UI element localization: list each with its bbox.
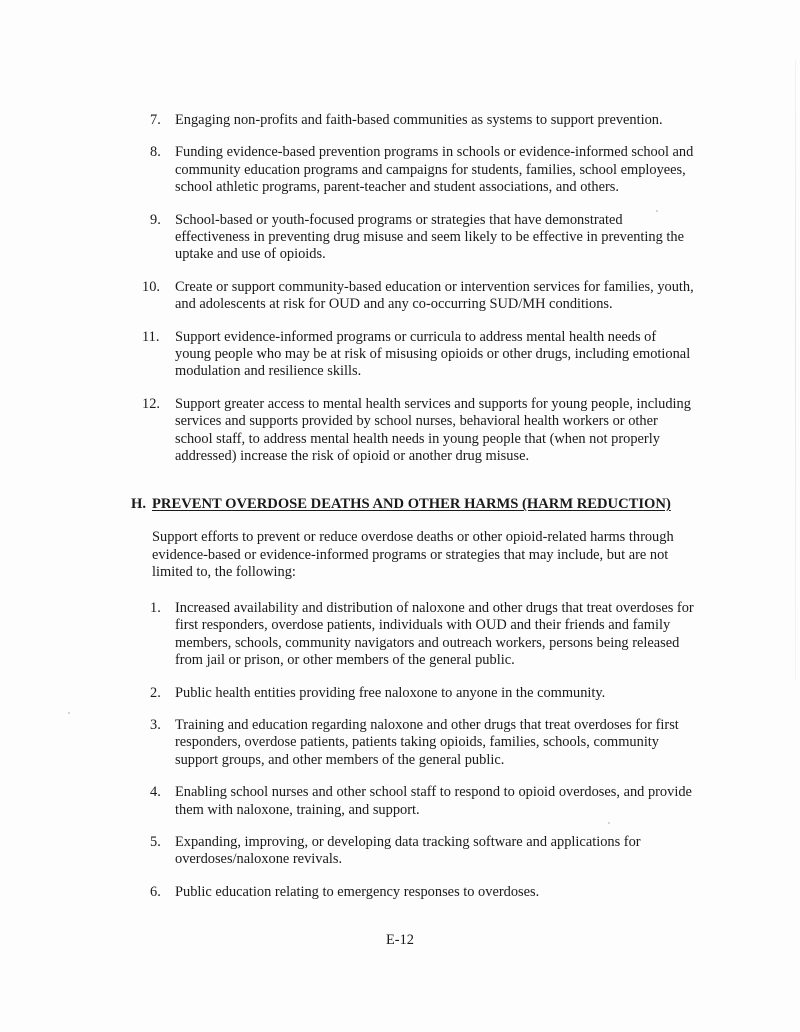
section-intro: Support efforts to prevent or reduce overdose deaths or other opioid-related harms through evidence-based or evidence-informed programs or strategies that may include, but are not limited to, the following:	[152, 529, 674, 581]
item-text: Support greater access to mental health services and supports for young people, including services and supports provided by school nurses, behavioral health workers or other school staff, to address mental health needs in young people that (when not properly addressed) increase the risk of opioid or another drug misuse.	[175, 395, 691, 465]
item-number: 1.	[150, 600, 161, 616]
item-number: 9.	[150, 211, 161, 228]
item-number: 5.	[150, 834, 161, 851]
item-text: Funding evidence-based prevention programs in schools or evidence-informed school and community education programs and campaigns for students, families, school employees, school athletic programs, parent-teacher and student associations, and others.	[175, 144, 694, 196]
list-item	[150, 144, 695, 196]
section-heading	[131, 496, 671, 513]
item-number: 7.	[150, 112, 161, 128]
harm-reduction-list	[150, 600, 695, 916]
section-title: PREVENT OVERDOSE DEATHS AND OTHER HARMS (HARM REDUCTION)	[152, 496, 671, 512]
list-item	[142, 328, 695, 381]
item-text: Engaging non-profits and faith-based communities as systems to support prevention.	[175, 112, 663, 128]
item-number: 12.	[142, 395, 160, 412]
item-number: 6.	[150, 883, 161, 900]
scan-edge	[795, 60, 796, 680]
item-text: Training and education regarding naloxone and other drugs that treat overdoses for first responders, overdose patients, patients taking opioids, families, schools, community support groups, and other members of the general public.	[175, 717, 679, 768]
item-number: 8.	[150, 144, 161, 161]
section-letter: H.	[131, 496, 146, 512]
item-text: Enabling school nurses and other school staff to respond to opioid overdoses, and provide them with naloxone, training, and support.	[175, 784, 692, 818]
item-text: Support evidence-informed programs or curricula to address mental health needs of young people who may be at risk of misusing opioids or other drugs, including emotional modulation and resilience skills.	[175, 328, 691, 380]
list-item	[142, 278, 695, 314]
item-text: Create or support community-based education or intervention services for families, youth, and adolescents at risk for OUD and any co-occurring SUD/MH conditions.	[175, 278, 694, 313]
item-text: Public health entities providing free naloxone to anyone in the community.	[175, 684, 606, 701]
list-item	[150, 834, 695, 869]
item-number: 2.	[150, 684, 161, 701]
scan-speck	[68, 712, 70, 714]
list-item	[150, 685, 695, 702]
list-item	[142, 395, 695, 466]
item-number: 3.	[150, 717, 161, 734]
item-number: 11.	[142, 328, 160, 345]
page-number: E-12	[386, 932, 414, 948]
list-item	[150, 600, 695, 670]
item-number: 4.	[150, 784, 161, 801]
list-item	[150, 212, 695, 264]
list-item	[150, 717, 695, 769]
prevention-list	[142, 112, 695, 481]
list-item	[150, 884, 695, 901]
item-text: Increased availability and distribution of naloxone and other drugs that treat overdoses for first responders, overdose patients, individuals with OUD and their friends and family members, schools, community navigators and outreach workers, persons being released from jail or prison, or other members of the general public.	[175, 600, 694, 669]
list-item	[150, 784, 695, 819]
item-text: Expanding, improving, or developing data tracking software and applications for overdoses/naloxone revivals.	[175, 834, 641, 868]
item-text: School-based or youth-focused programs or strategies that have demonstrated effectiveness in preventing drug misuse and seem likely to be effective in preventing the uptake and use of opioids.	[175, 211, 684, 263]
item-text: Public education relating to emergency responses to overdoses.	[175, 883, 540, 900]
list-item	[150, 112, 695, 129]
item-number: 10.	[142, 278, 160, 295]
